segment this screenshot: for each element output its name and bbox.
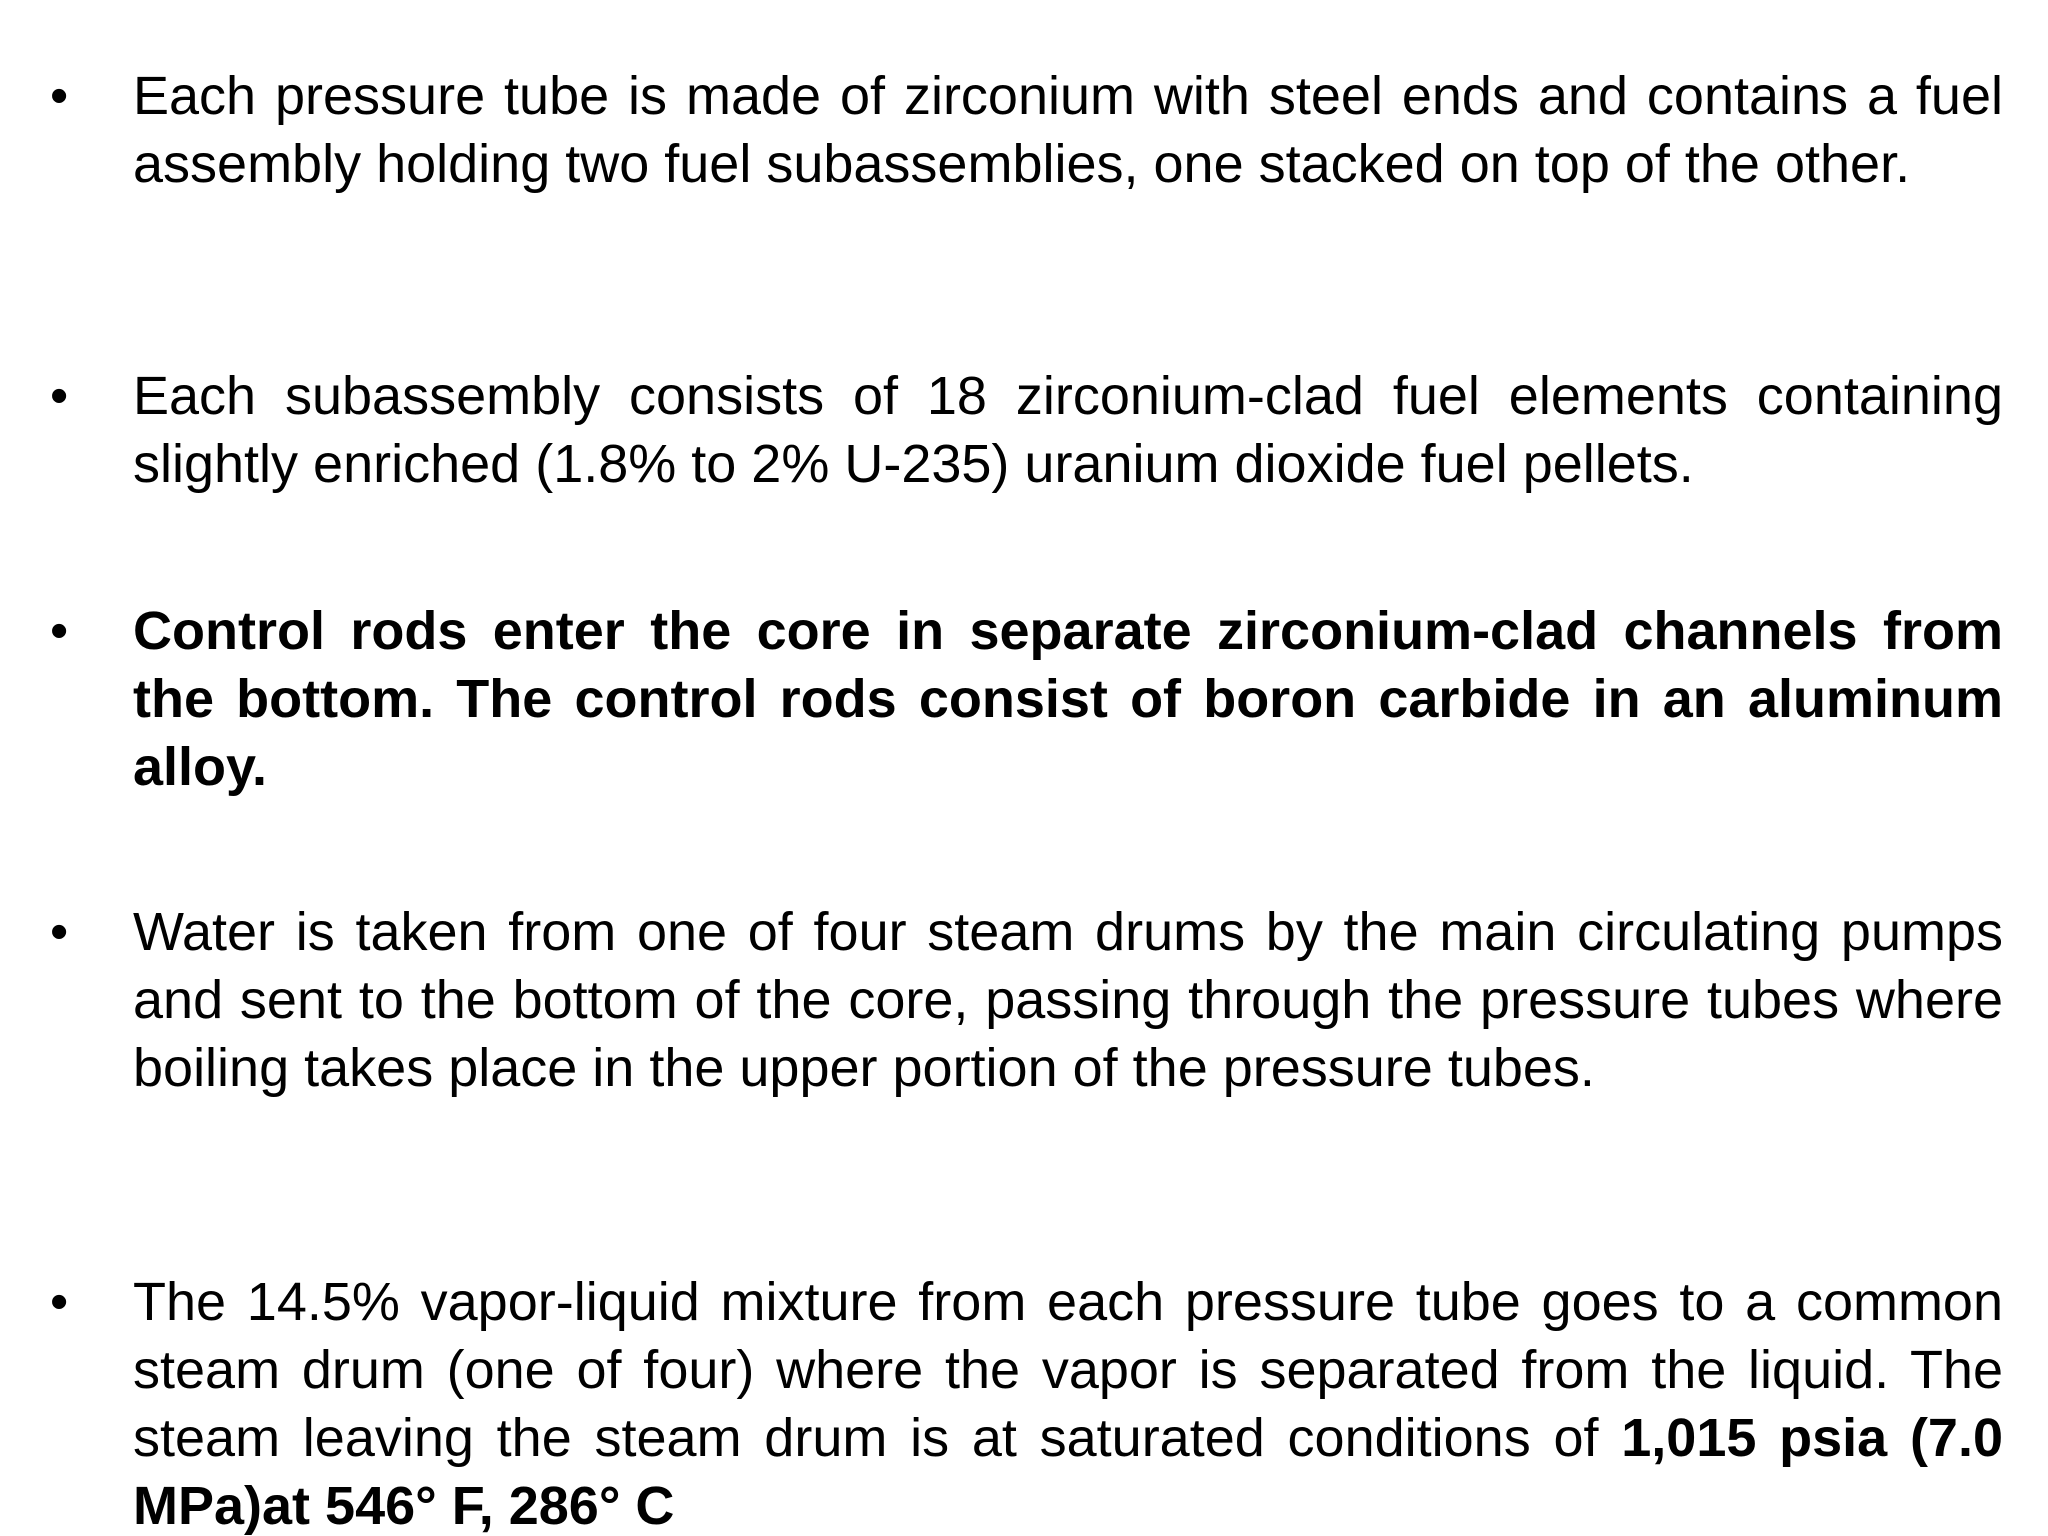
bullet-text: Each pressure tube is made of zirconium with steel ends and contains a fuel assembly holding two fuel subassemblies, one stacked on top of the other. <box>133 66 2003 194</box>
bullet-dot: • <box>50 1273 69 1331</box>
bullet-dot: • <box>50 367 69 425</box>
bullet-text: Each subassembly consists of 18 zirconium-clad fuel elements containing slightly enriched (1.8% to 2% U-235) uranium dioxide fuel pellets. <box>133 366 2003 494</box>
bullet-text-regular: The 14.5% vapor-liquid mixture from each pressure tube goes to a common steam drum (one of four) where the vapor is separated from the liquid. The steam leaving the steam drum is at saturated conditions of <box>133 1272 2003 1468</box>
bullet-text-bold: Control rods enter the core in separate zirconium-clad channels from the bottom. The control rods consist of boron carbide in an aluminum alloy. <box>133 601 2003 797</box>
bullet-text <box>133 1268 2003 1536</box>
bullet-dot: • <box>50 903 69 961</box>
steam-conditions-bold: 1,015 psia (7.0 MPa)at 546° F, 286° C <box>133 1408 2003 1536</box>
bullet-dot: • <box>50 67 69 125</box>
bullet-text: Water is taken from one of four steam drums by the main circulating pumps and sent to the bottom of the core, passing through the pressure tubes where boiling takes place in the upper portion of the pressure tubes. <box>133 902 2003 1098</box>
bullet-dot: • <box>50 602 69 660</box>
